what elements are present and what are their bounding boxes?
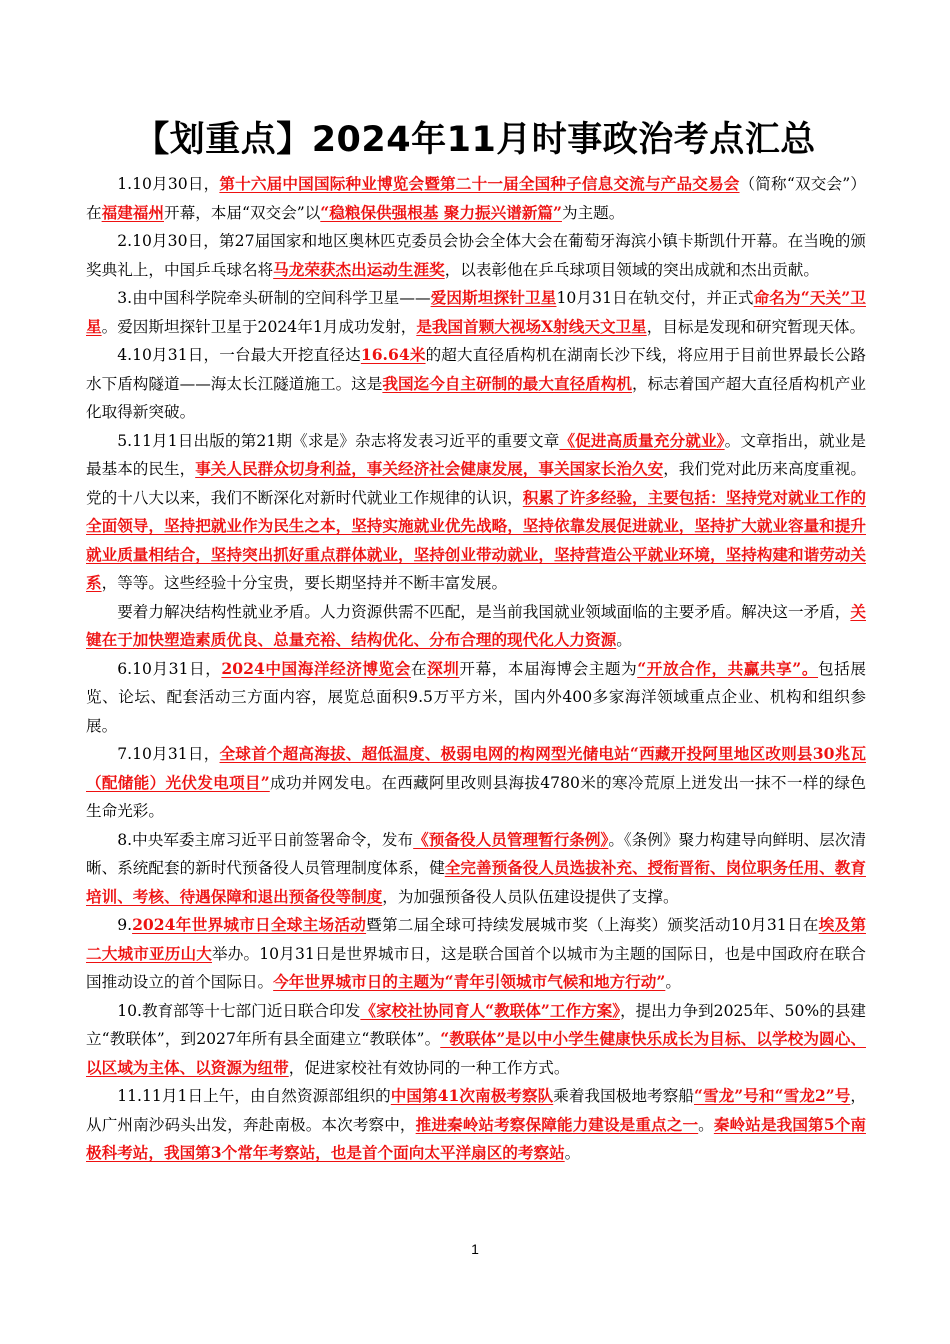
body-text: 开幕，本届“双交会”以 [164, 203, 321, 222]
body-text: 8.中央军委主席习近平日前签署命令，发布 [117, 830, 414, 849]
body-text: ，目标是发现和研究暂现天体。 [646, 317, 866, 336]
highlighted-key-point: 《促进高质量充分就业》 [559, 430, 725, 450]
body-text: ，标志着国产超大直径盾构机产业化取得新突破。 [86, 374, 866, 421]
body-text: 10.教育部等十七部门近日联合印发 [117, 1001, 361, 1020]
news-item-11 [86, 997, 866, 1083]
news-item-2 [86, 227, 866, 284]
news-item-8 [86, 740, 866, 826]
body-text: 3.由中国科学院牵头研制的空间科学卫星—— [117, 289, 431, 307]
highlighted-key-point: 事关人民群众切身利益，事关经济社会健康发展，事关国家长治久安 [195, 459, 664, 478]
news-item-9 [86, 826, 866, 912]
highlighted-key-point: 2024年世界城市日全球主场活动 [132, 915, 367, 934]
highlighted-key-point: 今年世界城市日的主题为“青年引领城市气候和地方行动” [273, 972, 666, 991]
highlighted-key-point: 命名为“天关”卫星 [86, 288, 866, 336]
highlighted-key-point: 爱因斯坦探针卫星 [430, 288, 557, 307]
body-text: ，为加强预备役人员队伍建设提供了支撑。 [382, 887, 679, 906]
body-text: 暨第二届全球可持续发展城市奖（上海奖）颁奖活动10月31日在 [366, 916, 819, 934]
page-number: 1 [471, 1241, 479, 1257]
body-text: 。《条例》聚力构建导向鲜明、层次清晰、系统配套的新时代预备役人员管理制度体系，健 [86, 830, 866, 877]
body-text: 。 [665, 973, 681, 991]
news-item-6 [86, 598, 866, 655]
highlighted-key-point: 全球首个超高海拔、超低温度、极弱电网的构网型光储电站“西藏开投阿里地区改则县30兆瓦（配储能）光伏发电项目” [86, 744, 866, 792]
body-text: 的超大直径盾构机在湖南长沙下线，将应用于目前世界最长公路水下盾构隧道——海太长江隧道施工。这是 [86, 346, 866, 393]
highlighted-key-point: “稳粮保供强根基 聚力振兴谱新篇” [320, 202, 562, 222]
highlighted-key-point: 推进秦岭站考察保障能力建设是重点之一 [415, 1114, 699, 1134]
body-text: 4.10月31日，一台最大开挖直径达 [117, 346, 361, 364]
body-text: ，以表彰他在乒乓球项目领域的突出成就和杰出贡献。 [444, 260, 819, 279]
body-text: 6.10月31日， [117, 659, 222, 678]
body-text: 成功并网发电。在西藏阿里改则县海拔4780米的寒冷荒原上迸发出一抹不一样的绿色生命光彩。 [86, 773, 866, 820]
body-text: 2.10月30日，第27届国家和地区奥林匹克委员会协会全体大会在葡萄牙海滨小镇卡斯凯什开幕。在当晚的颁奖典礼上，中国乒乓球名将 [86, 232, 866, 279]
body-text: 要着力解决结构性就业矛盾。人力资源供需不匹配，是当前我国就业领域面临的主要矛盾。解决这一矛盾， [117, 602, 851, 621]
news-item-7 [86, 655, 866, 741]
body-text: ，等等。这些经验十分宝贵，要长期坚持并不断丰富发展。 [101, 574, 508, 592]
body-text: ，从广州南沙码头出发，奔赴南极。本次考察中， [86, 1087, 866, 1134]
highlighted-key-point: 2024中国海洋经济博览会 [221, 658, 411, 678]
news-item-12 [86, 1082, 866, 1168]
highlighted-key-point: “开放合作，共赢共享”。 [637, 658, 819, 678]
body-text: 。爱因斯坦探针卫星于2024年1月成功发射， [101, 317, 417, 336]
document-title: 【划重点】2024年11月时事政治考点汇总 [134, 120, 816, 160]
body-text: 1.10月30日， [117, 175, 220, 193]
news-item-4 [86, 341, 866, 427]
highlighted-key-point: “雪龙”号和“雪龙2”号 [694, 1086, 851, 1105]
body-text: ，提出力争到2025年、50%的县建立“教联体”，到2027年所有县全面建立“教联体”。 [86, 1001, 866, 1048]
highlighted-key-point: 深圳 [427, 658, 460, 678]
news-item-1 [86, 170, 866, 227]
highlighted-key-point: 福建福州 [101, 202, 164, 222]
highlighted-key-point: 中国第41次南极考察队 [390, 1086, 554, 1105]
highlighted-key-point: 第十六届中国国际种业博览会暨第二十一届全国种子信息交流与产品交易会 [219, 174, 740, 193]
highlighted-key-point: 埃及第二大城市亚历山大 [86, 915, 866, 963]
body-text: 7.10月31日， [117, 745, 220, 763]
body-text: 举办。10月31日是世界城市日，这是联合国首个以城市为主题的国际日，也是中国政府在联合国推动设立的首个国际日。 [86, 944, 866, 991]
body-text: 在 [410, 659, 428, 678]
highlighted-key-point: 是我国首颗大视场X射线天文卫星 [416, 316, 647, 336]
news-item-3 [86, 284, 866, 341]
body-text: 。 [698, 1115, 714, 1134]
highlighted-key-point: 积累了许多经验，主要包括：坚持党对就业工作的全面领导，坚持把就业作为民生之本，坚持实施就业优先战略，坚持依靠发展促进就业，坚持扩大就业容量和提升就业质量相结合，坚持突出抓好重点群体就业，坚持创业带动就业，坚持营造公平就业环境，坚持构建和谐劳动关系 [86, 487, 866, 592]
highlighted-key-point: 马龙荣获杰出运动生涯奖 [273, 259, 445, 279]
body-text: 为主题。 [561, 203, 625, 222]
highlighted-key-point: 《预备役人员管理暂行条例》 [413, 829, 609, 849]
body-text: 乘着我国极地考察船 [553, 1087, 694, 1105]
news-item-10 [86, 911, 866, 997]
body-text: （简称“双交会”）在 [86, 175, 866, 222]
body-text: 。文章指出，就业是最基本的民生， [86, 431, 866, 478]
body-text: 10月31日在轨交付，并正式 [556, 289, 754, 307]
highlighted-key-point: 16.64米 [360, 345, 426, 364]
highlighted-key-point: 全完善预备役人员选拔补充、授衔晋衔、岗位职务任用、教育培训、考核、待遇保障和退出预备役等制度 [86, 858, 866, 906]
body-text: ，我们党对此历来高度重视。党的十八大以来，我们不断深化对新时代就业工作规律的认识， [86, 460, 866, 507]
body-text: 包括展览、论坛、配套活动三方面内容，展览总面积9.5万平方米，国内外400多家海洋领域重点企业、机构和组织参展。 [86, 659, 866, 735]
body-text: 。 [564, 1144, 581, 1162]
highlighted-key-point: 《家校社协同育人“教联体”工作方案》 [360, 1000, 621, 1020]
body-text: ，促进家校社有效协同的一种工作方式。 [288, 1058, 570, 1077]
highlighted-key-point: “教联体”是以中小学生健康快乐成长为目标、以学校为圆心、以区域为主体、以资源为纽带 [86, 1029, 866, 1077]
body-text: 开幕，本届海博会主题为 [459, 659, 638, 678]
highlighted-key-point: 秦岭站是我国第5个南极科考站，我国第3个常年考察站，也是首个面向太平洋扇区的考察站 [86, 1114, 866, 1162]
body-text: 。 [616, 631, 632, 649]
body-text: 5.11月1日出版的第21期《求是》杂志将发表习近平的重要文章 [117, 431, 560, 450]
document-body [86, 170, 866, 1168]
highlighted-key-point: 关键在于加快塑造素质优良、总量充裕、结构优化、分布合理的现代化人力资源 [86, 601, 866, 649]
news-item-5 [86, 427, 866, 598]
highlighted-key-point: 我国迄今自主研制的最大直径盾构机 [382, 373, 632, 393]
body-text: 11.11月1日上午，由自然资源部组织的 [117, 1087, 391, 1105]
body-text: 9. [117, 916, 133, 934]
